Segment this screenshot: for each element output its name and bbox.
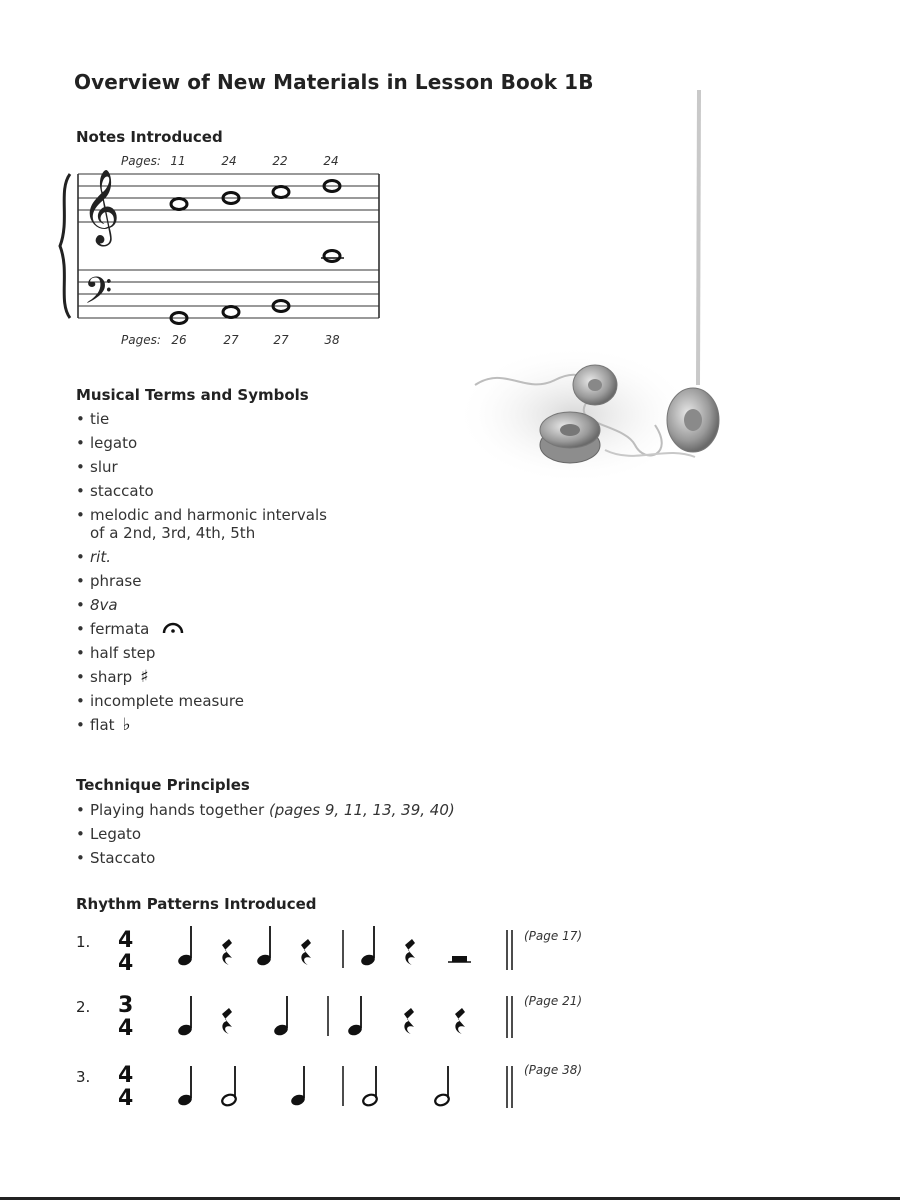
rhythm-page-ref: (Page 38) [524, 1063, 583, 1077]
list-item: • phrase [76, 572, 327, 590]
list-item: • half step [76, 644, 327, 662]
list-item: • fermata [76, 620, 327, 638]
rhythm-number: 3. [76, 1068, 91, 1086]
technique-list [76, 801, 455, 867]
technique-heading: Technique Principles [76, 776, 250, 794]
list-item: • Playing hands together (pages 9, 11, 13, 39, 40) [76, 801, 455, 819]
page-number-bottom: 27 [223, 333, 239, 347]
quarter-note [347, 996, 364, 1037]
grand-staff [56, 150, 396, 350]
flat-icon: ♭ [122, 715, 131, 735]
page-number-top: 24 [221, 154, 237, 168]
whole-note [223, 307, 239, 318]
list-item: • Legato [76, 825, 455, 843]
terms-heading: Musical Terms and Symbols [76, 386, 309, 404]
quarter-rest [404, 1004, 414, 1034]
quarter-note [290, 1066, 307, 1107]
rhythm-page-ref: (Page 17) [524, 929, 583, 943]
list-item: • 8va [76, 596, 327, 614]
list-item: • incomplete measure [76, 692, 327, 710]
list-item: • tie [76, 410, 327, 428]
time-signature-top: 4 [118, 1063, 134, 1088]
whole-note [324, 251, 340, 262]
list-item: • staccato [76, 482, 327, 500]
half-note [434, 1066, 451, 1107]
quarter-rest [301, 935, 311, 965]
quarter-note [273, 996, 290, 1037]
page-number-bottom: 26 [171, 333, 187, 347]
rhythm-patterns [70, 920, 610, 1120]
list-item: • slur [76, 458, 327, 476]
half-note [221, 1066, 238, 1107]
terms-list [76, 410, 327, 734]
quarter-rest [405, 935, 415, 965]
quarter-note [177, 926, 194, 967]
time-signature-bottom: 4 [118, 951, 134, 976]
whole-note [273, 187, 289, 198]
rhythm-number: 1. [76, 933, 91, 951]
quarter-note [177, 1066, 194, 1107]
list-item: • rit. [76, 548, 327, 566]
quarter-rest [455, 1004, 465, 1034]
notes-heading: Notes Introduced [76, 128, 223, 146]
quarter-rest [222, 1004, 232, 1034]
rhythm-heading: Rhythm Patterns Introduced [76, 895, 317, 913]
list-item: • sharp ♯ [76, 668, 327, 686]
rhythm-page-ref: (Page 21) [524, 994, 583, 1008]
treble-clef-icon: 𝄞 [82, 170, 120, 244]
page-number-bottom: 38 [324, 333, 340, 347]
page-number-top: 24 [323, 154, 339, 168]
list-item: • Staccato [76, 849, 455, 867]
pages-label-top: Pages: [121, 154, 161, 168]
bass-staff [78, 270, 379, 318]
list-item: • flat ♭ [76, 716, 327, 734]
yoyo-illustration [465, 85, 755, 505]
page-number-top: 11 [170, 154, 186, 168]
page-title: Overview of New Materials in Lesson Book 1B [74, 70, 594, 94]
quarter-rest [222, 935, 232, 965]
time-signature-bottom: 4 [118, 1086, 134, 1111]
bass-notes [171, 251, 340, 324]
half-note [362, 1066, 379, 1107]
time-signature-bottom: 4 [118, 1016, 134, 1041]
sharp-icon: ♯ [140, 667, 149, 687]
rhythm-number: 2. [76, 998, 91, 1016]
page-number-top: 22 [272, 154, 288, 168]
brace [60, 174, 70, 318]
list-item: • melodic and harmonic intervals of a 2nd, 3rd, 4th, 5th [76, 506, 327, 542]
list-item: • legato [76, 434, 327, 452]
treble-notes [171, 181, 340, 210]
quarter-note [177, 996, 194, 1037]
time-signature-top: 3 [118, 993, 134, 1018]
time-signature-top: 4 [118, 928, 134, 953]
pages-label-bottom: Pages: [121, 333, 161, 347]
half-rest [452, 956, 467, 962]
fermata-icon [162, 621, 184, 635]
quarter-note [256, 926, 273, 967]
whole-note [171, 199, 187, 210]
bass-clef-icon: 𝄢 [84, 270, 113, 321]
page-number-bottom: 27 [273, 333, 289, 347]
quarter-note [360, 926, 377, 967]
